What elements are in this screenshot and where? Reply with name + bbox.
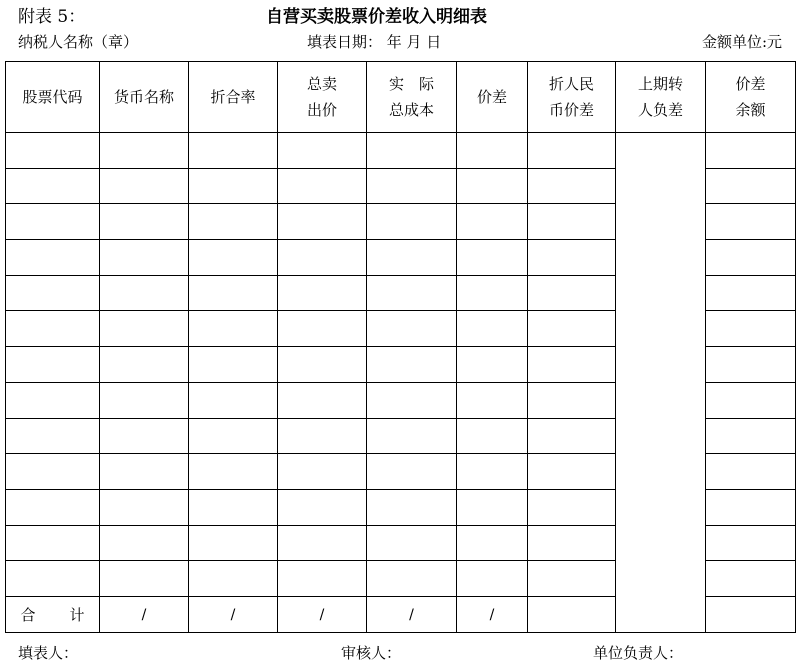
total-slash-cell [100,596,189,632]
not-applicable-mark: / [319,607,325,624]
table-cell[interactable] [457,489,528,525]
table-cell[interactable] [367,240,457,276]
table-cell[interactable] [367,204,457,240]
table-cell[interactable] [528,240,616,276]
table-cell[interactable] [100,168,189,204]
table-cell[interactable] [528,525,616,561]
table-cell[interactable] [189,418,278,454]
table-cell[interactable] [278,311,367,347]
table-cell[interactable] [528,347,616,383]
detail-table [5,61,796,633]
total-slash-cell [367,596,457,632]
table-cell[interactable] [457,204,528,240]
table-cell[interactable] [6,525,100,561]
table-cell[interactable] [457,168,528,204]
table-cell[interactable] [367,347,457,383]
table-cell[interactable] [528,204,616,240]
table-cell[interactable] [189,204,278,240]
fill-date-label: 填表日期： 年 月 日 [307,33,442,51]
table-cell[interactable] [278,133,367,169]
total-label-left: 合 [20,605,36,624]
amount-unit-label: 金额单位:元 [701,33,782,51]
table-cell[interactable] [528,275,616,311]
table-cell[interactable] [278,204,367,240]
total-balance-cell[interactable] [706,596,796,632]
table-cell[interactable] [528,418,616,454]
table-cell[interactable] [367,454,457,490]
table-cell[interactable] [100,489,189,525]
preparer-label: 填表人： [18,644,79,662]
table-cell[interactable] [706,489,796,525]
header-row [6,62,796,133]
annex-label: 附表 5： [18,7,86,27]
col-header-prior-negative: 上期转 人负差 [616,62,706,133]
table-cell[interactable] [6,240,100,276]
table-cell[interactable] [189,168,278,204]
table-cell[interactable] [367,133,457,169]
table-cell[interactable] [528,168,616,204]
table-cell[interactable] [706,454,796,490]
table-cell[interactable] [706,561,796,597]
table-cell[interactable] [278,454,367,490]
table-cell[interactable] [100,382,189,418]
table-cell[interactable] [6,168,100,204]
table-cell[interactable] [278,240,367,276]
table-cell[interactable] [189,382,278,418]
table-cell[interactable] [706,168,796,204]
reviewer-label: 审核人： [341,644,402,662]
table-cell[interactable] [278,347,367,383]
table-cell[interactable] [278,489,367,525]
table-cell[interactable] [100,275,189,311]
table-cell[interactable] [528,454,616,490]
table-cell[interactable] [528,489,616,525]
table-cell[interactable] [367,168,457,204]
table-cell[interactable] [706,418,796,454]
table-cell[interactable] [706,311,796,347]
table-cell[interactable] [457,382,528,418]
page-title: 自营买卖股票价差收入明细表 [266,7,487,27]
table-cell[interactable] [6,347,100,383]
col-header-actual-total-cost: 实 际 总成本 [367,62,457,133]
total-rmb-difference-cell[interactable] [528,596,616,632]
table-cell[interactable] [189,240,278,276]
table-cell[interactable] [189,275,278,311]
table-cell[interactable] [278,561,367,597]
table-cell[interactable] [706,525,796,561]
total-label [6,596,100,632]
table-cell[interactable] [457,418,528,454]
table-cell[interactable] [100,204,189,240]
table-cell[interactable] [367,489,457,525]
table-cell[interactable] [367,382,457,418]
total-slash-cell [189,596,278,632]
col-header-currency-name: 货币名称 [100,62,189,133]
not-applicable-mark: / [489,607,495,624]
table-cell[interactable] [706,240,796,276]
table-cell[interactable] [706,204,796,240]
table-row [6,133,796,169]
table-cell[interactable] [457,525,528,561]
unit-head-label: 单位负责人： [593,644,684,662]
total-slash-cell [457,596,528,632]
table-cell[interactable] [189,489,278,525]
table-cell[interactable] [6,204,100,240]
not-applicable-mark: / [230,607,236,624]
table-cell[interactable] [706,275,796,311]
table-cell[interactable] [189,347,278,383]
table-cell[interactable] [189,133,278,169]
table-cell[interactable] [100,418,189,454]
table-cell[interactable] [367,311,457,347]
table-cell[interactable] [528,561,616,597]
table-cell[interactable] [706,382,796,418]
table-cell[interactable] [189,454,278,490]
col-header-total-sale-price: 总卖 出价 [278,62,367,133]
table-cell[interactable] [100,347,189,383]
table-cell[interactable] [6,418,100,454]
table-cell[interactable] [100,525,189,561]
table-cell[interactable] [528,311,616,347]
table-cell[interactable] [528,133,616,169]
table-cell[interactable] [278,418,367,454]
table-cell[interactable] [189,525,278,561]
table-cell[interactable] [367,418,457,454]
table-cell[interactable] [706,133,796,169]
col-header-conversion-rate: 折合率 [189,62,278,133]
table-cell[interactable] [6,275,100,311]
table-cell[interactable] [457,275,528,311]
not-applicable-mark: / [141,607,147,624]
col-header-rmb-difference: 折人民 币价差 [528,62,616,133]
col-header-stock-code: 股票代码 [6,62,100,133]
table-cell[interactable] [528,382,616,418]
table-cell[interactable] [100,311,189,347]
table-cell[interactable] [6,489,100,525]
table-cell[interactable] [278,382,367,418]
table-cell[interactable] [457,347,528,383]
table-cell[interactable] [6,311,100,347]
table-cell[interactable] [457,240,528,276]
col-header-price-difference: 价差 [457,62,528,133]
table-cell[interactable] [100,240,189,276]
table-cell[interactable] [457,133,528,169]
table-cell[interactable] [100,133,189,169]
total-slash-cell [278,596,367,632]
table-cell[interactable] [6,561,100,597]
table-cell[interactable] [706,347,796,383]
table-cell[interactable] [367,561,457,597]
table-cell[interactable] [457,454,528,490]
table-cell[interactable] [6,454,100,490]
table-cell[interactable] [100,454,189,490]
table-cell[interactable] [6,382,100,418]
table-cell[interactable] [189,311,278,347]
table-cell[interactable] [6,133,100,169]
table-cell[interactable] [367,275,457,311]
table-cell[interactable] [457,311,528,347]
table-cell[interactable] [278,525,367,561]
taxpayer-name-label: 纳税人名称（章） [18,33,139,51]
table-cell[interactable] [278,275,367,311]
table-cell[interactable] [457,561,528,597]
table-cell[interactable] [189,561,278,597]
table-cell[interactable] [100,561,189,597]
not-applicable-mark: / [409,607,414,624]
table-cell[interactable] [367,525,457,561]
table-cell[interactable] [278,168,367,204]
col-header-balance: 价差 余额 [706,62,796,133]
prior-negative-merged-cell[interactable] [616,133,706,633]
total-label-right: 计 [69,605,85,624]
